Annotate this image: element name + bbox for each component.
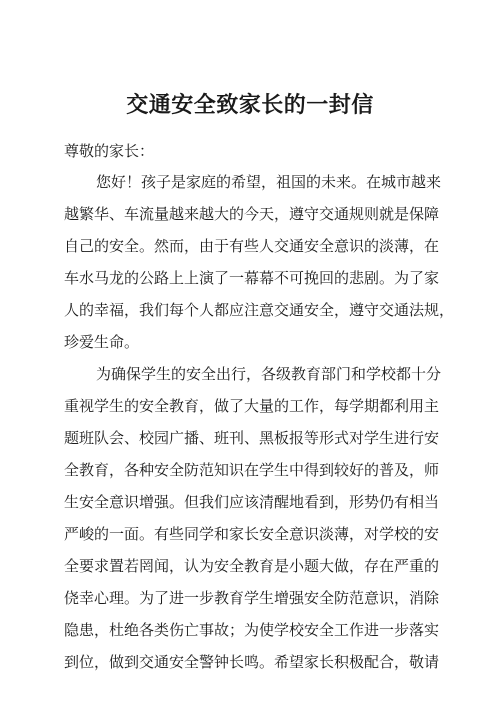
text-line: 珍爱生命。 bbox=[64, 333, 140, 351]
text-line: 题班队会、校园广播、班刊、黑板报等形式对学生进行安 bbox=[64, 429, 440, 447]
text-line: 人的幸福，我们每个人都应注意交通安全，遵守交通法规， bbox=[64, 301, 455, 319]
document-title: 交通安全致家长的一封信 bbox=[126, 92, 374, 118]
text-line: 您好！孩子是家庭的希望，祖国的未来。在城市越来 bbox=[96, 173, 442, 191]
text-line: 全教育，各种安全防范知识在学生中得到较好的普及，师 bbox=[64, 461, 440, 479]
text-line: 到位，做到交通安全警钟长鸣。希望家长积极配合，敬请 bbox=[64, 653, 440, 671]
text-line: 越繁华、车流量越来越大的今天，遵守交通规则就是保障 bbox=[64, 205, 440, 223]
text-line: 严峻的一面。有些同学和家长安全意识淡薄，对学校的安 bbox=[64, 525, 440, 543]
text-line: 全要求置若罔闻，认为安全教育是小题大做，存在严重的 bbox=[64, 557, 440, 575]
salutation: 尊敬的家长： bbox=[64, 142, 155, 160]
text-line: 自己的安全。然而，由于有些人交通安全意识的淡薄，在 bbox=[64, 237, 440, 255]
text-line: 生安全意识增强。但我们应该清醒地看到，形势仍有相当 bbox=[64, 493, 440, 511]
text-line: 侥幸心理。为了进一步教育学生增强安全防范意识，消除 bbox=[64, 589, 440, 607]
text-line: 重视学生的安全教育，做了大量的工作，每学期都利用主 bbox=[64, 397, 440, 415]
text-line: 隐患，杜绝各类伤亡事故；为使学校安全工作进一步落实 bbox=[64, 621, 440, 639]
text-line: 为确保学生的安全出行，各级教育部门和学校都十分 bbox=[96, 365, 442, 383]
text-line: 车水马龙的公路上上演了一幕幕不可挽回的悲剧。为了家 bbox=[64, 269, 440, 287]
